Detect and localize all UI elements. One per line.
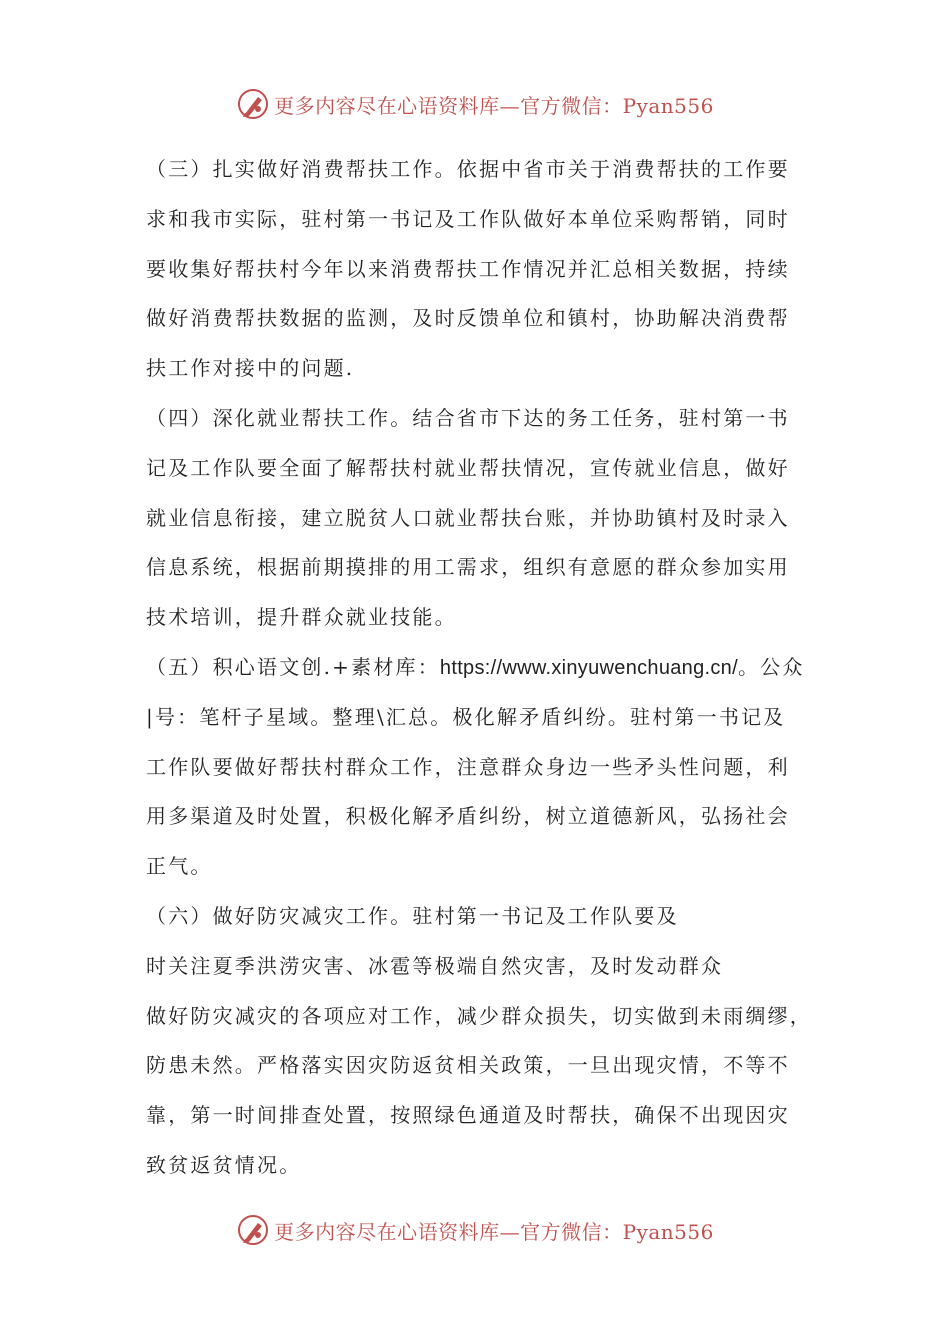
website-link[interactable]: https://www.xinyuwenchuang.cn/	[439, 656, 738, 679]
text-line: 用多渠道及时处置，积极化解矛盾纠纷，树立道德新风，弘扬社会	[146, 804, 790, 829]
text-line: 就业信息衔接，建立脱贫人口就业帮扶台账，并协助镇村及时录入	[146, 505, 790, 530]
text-line: 记及工作队要全面了解帮扶村就业帮扶情况，宣传就业信息，做好	[146, 455, 790, 480]
text-line-with-url	[146, 643, 826, 693]
text-line: 信息系统，根据前期摸排的用工需求，组织有意愿的群众参加实用	[146, 555, 790, 580]
text-line: |号：笔杆子星域。整理\汇总。极化解矛盾纠纷。驻村第一书记及	[146, 704, 786, 729]
text-line: 工作队要做好帮扶村群众工作，注意群众身边一些矛头性问题，利	[146, 754, 790, 779]
document-body	[146, 145, 826, 1191]
text-line: 求和我市实际，驻村第一书记及工作队做好本单位采购帮销，同时	[146, 206, 790, 231]
text-line: （四）深化就业帮扶工作。结合省市下达的务工任务，驻村第一书	[146, 405, 790, 430]
text-line: 扶工作对接中的问题.	[146, 356, 355, 381]
text-line: 做好防灾减灾的各项应对工作，减少群众损失，切实做到未雨绸缪，	[146, 1003, 812, 1028]
text-line: 要收集好帮扶村今年以来消费帮扶工作情况并汇总相关数据，持续	[146, 256, 790, 281]
text-suffix: 。公众	[737, 654, 805, 679]
text-line: 做好消费帮扶数据的监测，及时反馈单位和镇村，协助解决消费帮	[146, 306, 790, 331]
text-line: （三）扎实做好消费帮扶工作。依据中省市关于消费帮扶的工作要	[146, 157, 790, 181]
text-line: 致贫返贫情况。	[146, 1152, 302, 1177]
pen-nib-logo-icon	[236, 87, 270, 121]
header-banner-text: 更多内容尽在心语资料库—官方微信：Pyan556	[274, 93, 714, 118]
text-line: 防患未然。严格落实因灾防返贫相关政策，一旦出现灾情，不等不	[146, 1053, 790, 1078]
footer-banner	[0, 1210, 950, 1250]
pen-nib-logo-icon	[236, 1213, 270, 1247]
footer-banner-text: 更多内容尽在心语资料库—官方微信：Pyan556	[274, 1219, 714, 1244]
text-line: 时关注夏季洪涝灾害、冰雹等极端自然灾害，及时发动群众	[146, 953, 724, 978]
text-line: （六）做好防灾减灾工作。驻村第一书记及工作队要及	[146, 903, 679, 928]
text-line: 正气。	[146, 854, 213, 879]
text-line: 技术培训，提升群众就业技能。	[146, 605, 457, 630]
text-prefix: （五）积心语文创.+素材库：	[146, 654, 440, 679]
text-line: 靠，第一时间排查处置，按照绿色通道及时帮扶，确保不出现因灾	[146, 1103, 790, 1128]
header-banner	[0, 84, 950, 124]
